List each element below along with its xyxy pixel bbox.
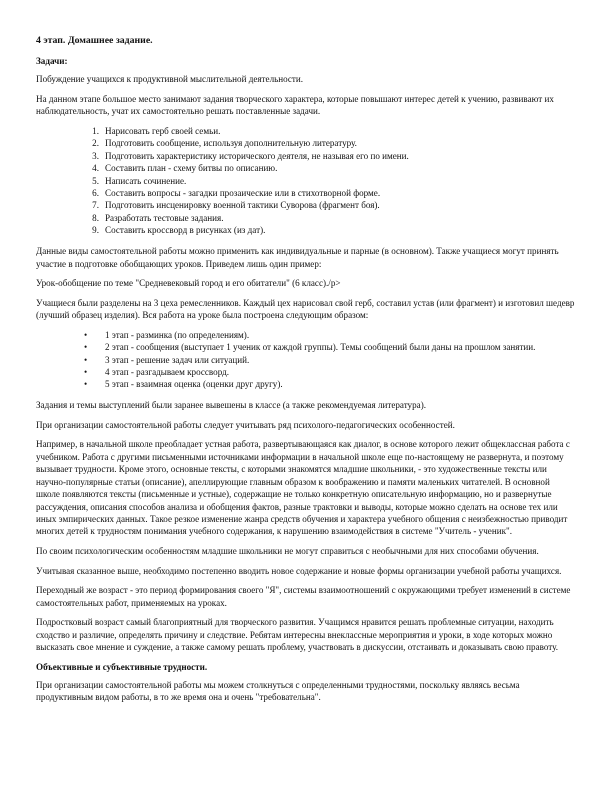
bullet-icon: • — [84, 329, 88, 340]
bullet-icon: • — [84, 366, 88, 377]
paragraph-guilds: Учащиеся были разделены на 3 цеха ремесленников. Каждый цех нарисовал свой герб, составил устав (или фрагмент) и изготовил шедевр (лучший образец изделия). Вся работа на уроке была построена следующим образом: — [36, 297, 575, 321]
list-item — [36, 341, 576, 353]
list-item — [36, 150, 576, 162]
list-number: 6. — [92, 188, 99, 199]
list-item — [36, 125, 576, 137]
list-item — [36, 199, 576, 211]
list-item — [36, 378, 576, 390]
list-item — [36, 162, 576, 174]
difficulties-heading: Объективные и субъективные трудности. — [36, 661, 208, 672]
bullet-icon: • — [84, 379, 88, 390]
numbered-task-list — [36, 125, 576, 237]
paragraph-lesson-topic: Урок-обобщение по теме "Средневековый город и его обитатели" (6 класс)./p> — [36, 278, 341, 289]
paragraph-gradual: Учитывая сказанное выше, необходимо постепенно вводить новое содержание и новые формы организации учебной работы учащихся. — [36, 565, 562, 576]
list-item — [36, 187, 576, 199]
list-item-text: 1 этап - разминка (по определениям). — [105, 329, 250, 340]
paragraph-organization: При организации самостоятельной работы следует учитывать ряд психолого-педагогических особенностей. — [36, 419, 455, 430]
list-item-text: 3 этап - решение задач или ситуаций. — [105, 354, 250, 365]
list-item-text: Составить кроссворд в рисунках (из дат). — [105, 225, 266, 236]
list-number: 5. — [92, 175, 99, 186]
list-item-text: Подготовить характеристику исторического деятеля, не называя его по имени. — [105, 150, 409, 161]
paragraph-primary-school: Например, в начальной школе преобладает устная работа, развертывающаяся как диалог, в основе которого лежит общеклассная работа с учебником. Работа с другими письменными источниками информации в начальной школе еще по-настоящему не развернута, и поэтому вызывает трудности. Кроме этого, основные тексты, с которыми знакомятся младшие школьники, - это художественные тексты или научно-популярные статьи (описание), апеллирующие главным образом к воображению и памяти маленьких читателей. В основной школе появляются тексты (письменные и устные), содержащие не только конкретную описательную информацию, но и развернутые рассуждения, описания способов анализа и обобщения фактов, разные трактовки и выводы, которые можно сделать на основе тех или иных эмпирических данных. Такое резкое изменение жанра средств обучения и характера учебного общения с неизбежностью приводит многих детей к трудностям понимания учебного содержания, к нарушению взаимодействия в системе "Учитель - ученик". — [36, 439, 570, 537]
list-number: 9. — [92, 225, 99, 236]
list-item-text: Разработать тестовые задания. — [105, 212, 224, 223]
list-item — [36, 224, 576, 236]
list-item-text: Нарисовать герб своей семьи. — [105, 126, 221, 136]
list-number: 7. — [92, 200, 99, 211]
list-item — [36, 212, 576, 224]
list-item-text: Подготовить инсценировку военной тактики Суворова (фрагмент боя). — [105, 200, 380, 211]
paragraph-topics: Задания и темы выступлений были заранее вывешены в классе (а также рекомендуемая литература). — [36, 400, 426, 411]
list-item — [36, 354, 576, 366]
list-item — [36, 175, 576, 187]
paragraph-psychology: По своим психологическим особенностям младшие школьники не могут справиться с необычными для них способами обучения. — [36, 545, 539, 556]
intro-paragraph-2: На данном этапе большое место занимают задания творческого характера, которые повышают интерес детей к учению, развивают их наблюдательность, учат их самостоятельно решать поставленные задачи. — [36, 94, 554, 117]
list-number: 1. — [92, 126, 99, 136]
bullet-icon: • — [84, 354, 88, 365]
paragraph-last: При организации самостоятельной работы мы можем столкнуться с определенными трудностями, поскольку являясь весьма продуктивным видом работы, в то же время она и очень "требовательна". — [36, 679, 520, 703]
list-item-text: Написать сочинение. — [105, 175, 187, 186]
paragraph-after-list: Данные виды самостоятельной работы можно применить как индивидуальные и парные (в основном). Также учащиеся могут принять участие в подготовке обобщающих уроков. Приведем лишь один пример: — [36, 246, 559, 269]
list-item-text: 2 этап - сообщения (выступает 1 ученик от каждой группы). Темы сообщений были даны на прошлом занятии. — [105, 342, 536, 353]
list-item — [36, 366, 576, 378]
intro-paragraph-1: Побуждение учащихся к продуктивной мыслительной деятельности. — [36, 74, 304, 85]
list-item-text: 5 этап - взаимная оценка (оценки друг другу). — [105, 379, 283, 390]
list-item — [36, 137, 576, 149]
section-title: 4 этап. Домашнее задание. — [36, 35, 153, 46]
list-number: 8. — [92, 212, 99, 223]
list-item-text: 4 этап - разгадываем кроссворд. — [105, 366, 230, 377]
list-item — [36, 329, 576, 341]
list-number: 2. — [92, 138, 99, 149]
paragraph-transition-age: Переходный же возраст - это период формирования своего "Я", системы взаимоотношений с окружающими требует изменений в системе самостоятельных работ, применяемых на уроках. — [36, 585, 571, 608]
list-item-text: Подготовить сообщение, используя дополнительную литературу. — [105, 138, 357, 149]
list-item-text: Составить вопросы - загадки прозаические или в стихотворной форме. — [105, 188, 381, 199]
list-number: 3. — [92, 150, 99, 161]
paragraph-teen-age: Подростковый возраст самый благоприятный для творческого развития. Учащимся нравится решать проблемные ситуации, находить сходство и различие, определять причину и следствие. Ребятам интересны внеклассные мероприятия и уроки, в ходе которых можно высказать свое мнение и суждение, а также самому решать проблему, участвовать в дискуссии, отстаивать и доказывать свою правоту. — [36, 617, 559, 652]
list-number: 4. — [92, 163, 99, 174]
tasks-label: Задачи: — [36, 56, 68, 66]
list-item-text: Составить план - схему битвы по описанию. — [105, 163, 278, 174]
bullet-icon: • — [84, 342, 88, 353]
lesson-stages-list — [36, 329, 576, 391]
